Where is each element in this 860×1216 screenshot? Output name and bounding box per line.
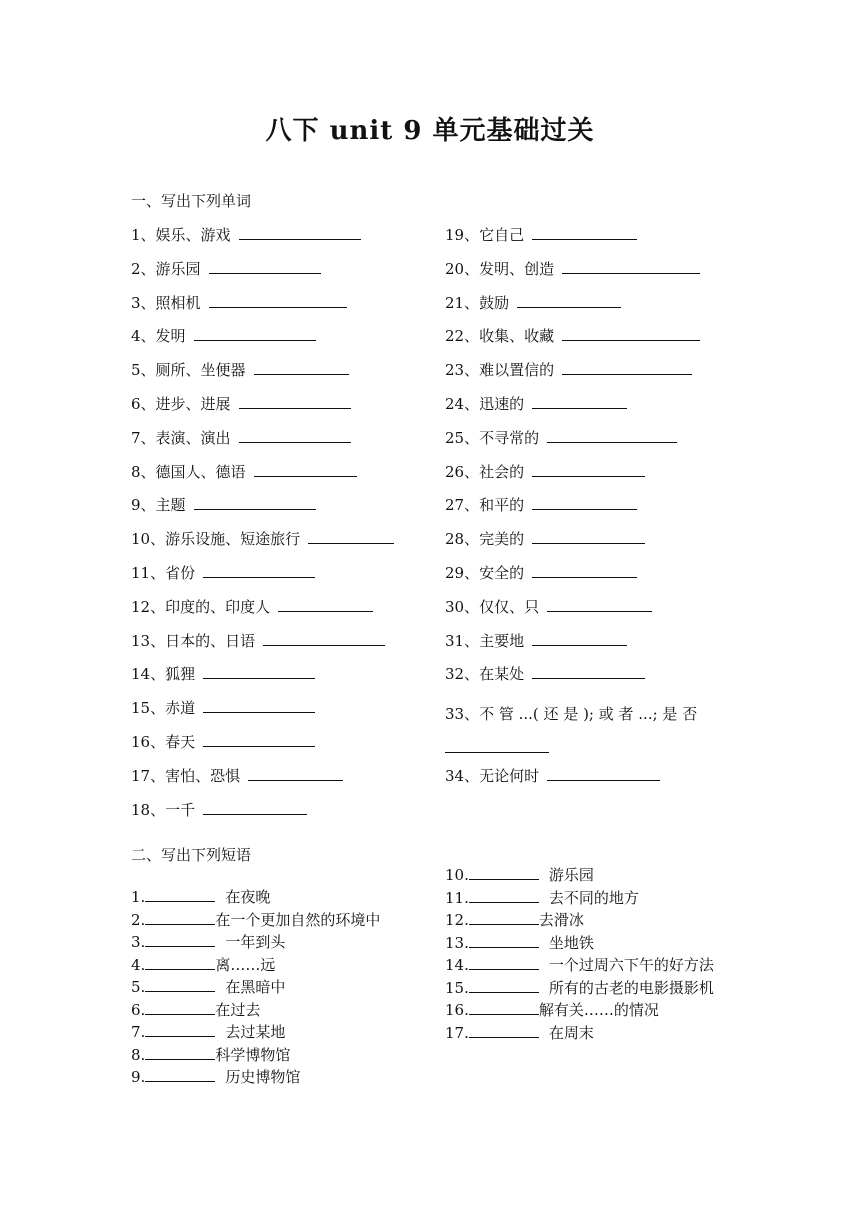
word-item: [131, 258, 394, 292]
phrase-text: 解有关……的情况: [538, 1001, 659, 1019]
word-item: [445, 562, 733, 596]
answer-blank[interactable]: [532, 663, 645, 679]
answer-blank[interactable]: [532, 224, 637, 240]
answer-blank[interactable]: [469, 933, 539, 948]
phrase-number: 9.: [131, 1068, 146, 1086]
phrase-number: 7.: [131, 1023, 146, 1041]
word-item: [445, 630, 733, 664]
answer-blank[interactable]: [209, 292, 347, 308]
word-item: [131, 562, 394, 596]
answer-blank[interactable]: [263, 630, 385, 646]
word-item: [445, 596, 733, 630]
word-label: 3、照相机: [131, 293, 201, 312]
word-label: 23、难以置信的: [445, 361, 555, 380]
word-item: [131, 461, 394, 495]
answer-blank[interactable]: [562, 359, 692, 375]
phrase-item: [131, 931, 380, 954]
answer-blank[interactable]: [469, 1000, 539, 1015]
answer-blank[interactable]: [532, 393, 627, 409]
answer-blank[interactable]: [469, 910, 539, 925]
word-label: 12、印度的、印度人: [131, 597, 271, 616]
word-label: 14、狐狸: [131, 665, 196, 684]
word-label: 30、仅仅、只: [445, 597, 540, 616]
word-label: 19、它自己: [445, 226, 525, 244]
answer-blank[interactable]: [532, 630, 627, 646]
word-label: 4、发明: [131, 327, 186, 346]
word-label: 32、在某处: [445, 665, 525, 684]
phrase-text: 科学博物馆: [215, 1045, 291, 1064]
answer-blank[interactable]: [203, 663, 315, 679]
word-item: [445, 224, 733, 258]
answer-blank[interactable]: [203, 799, 307, 815]
word-label: 18、一千: [131, 800, 196, 819]
answer-blank[interactable]: [308, 528, 394, 544]
answer-blank[interactable]: [248, 765, 343, 781]
word-label: 11、省份: [131, 563, 196, 582]
answer-blank[interactable]: [562, 325, 700, 341]
word-label: 17、害怕、恐惧: [131, 766, 241, 785]
phrase-list-left: [131, 886, 380, 1089]
answer-blank[interactable]: [254, 359, 349, 375]
word-label: 7、表演、演出: [131, 428, 231, 447]
phrase-item: [131, 976, 380, 999]
phrase-text: 历史博物馆: [225, 1068, 301, 1086]
answer-blank[interactable]: [547, 765, 660, 781]
phrase-number: 16.: [445, 1001, 469, 1019]
answer-blank[interactable]: [469, 888, 539, 903]
word-label: 34、无论何时: [445, 766, 540, 785]
word-item: [445, 393, 733, 427]
word-item: [445, 765, 733, 799]
phrase-number: 2.: [131, 910, 146, 929]
phrase-text: 游乐园: [548, 866, 594, 884]
word-item: [445, 663, 733, 697]
phrase-number: 3.: [131, 933, 146, 951]
phrase-text: 坐地铁: [548, 933, 594, 952]
phrase-number: 1.: [131, 888, 146, 906]
phrase-list-right: [445, 864, 735, 1044]
answer-blank[interactable]: [145, 955, 215, 970]
word-item: [445, 258, 733, 292]
word-item: [445, 528, 733, 562]
word-label: 33、不 管 ...( 还 是 ); 或 者 ...; 是 否: [445, 705, 698, 724]
phrase-number: 4.: [131, 955, 146, 974]
word-item: [131, 528, 394, 562]
phrase-item: [445, 887, 735, 910]
word-item: [131, 427, 394, 461]
word-label: 8、德国人、德语: [131, 462, 246, 481]
answer-blank[interactable]: [278, 596, 373, 612]
word-label: 15、赤道: [131, 699, 196, 718]
answer-blank[interactable]: [145, 1067, 215, 1082]
word-item: [131, 765, 394, 799]
word-label: 22、收集、收藏: [445, 327, 555, 346]
phrase-text: 离……远: [215, 955, 276, 974]
phrase-item: [131, 999, 380, 1022]
word-item: [131, 224, 394, 258]
phrase-text: 在过去: [215, 1000, 261, 1019]
answer-blank[interactable]: [203, 731, 315, 747]
word-label: 9、主题: [131, 496, 186, 515]
word-item: [445, 292, 733, 326]
phrase-number: 13.: [445, 933, 469, 952]
word-label: 5、厕所、坐便器: [131, 361, 246, 380]
phrase-item: [445, 1022, 735, 1045]
answer-blank[interactable]: [445, 737, 549, 753]
word-item: [131, 799, 394, 833]
phrase-number: 15.: [445, 978, 469, 997]
answer-blank[interactable]: [194, 494, 316, 510]
word-item: [131, 630, 394, 664]
word-label: 10、游乐设施、短途旅行: [131, 530, 301, 549]
phrase-item: [131, 1021, 380, 1044]
word-item: [131, 596, 394, 630]
phrase-number: 10.: [445, 866, 469, 884]
phrase-number: 8.: [131, 1045, 146, 1064]
phrase-number: 6.: [131, 1000, 146, 1019]
word-item: [445, 325, 733, 359]
word-label: 21、鼓励: [445, 293, 510, 312]
phrase-item: [131, 1044, 380, 1067]
phrase-item: [131, 886, 380, 909]
phrase-number: 12.: [445, 911, 469, 929]
word-item: [445, 494, 733, 528]
answer-blank[interactable]: [145, 977, 215, 992]
phrase-text: 去不同的地方: [548, 888, 639, 907]
answer-blank[interactable]: [532, 562, 637, 578]
phrase-text: 在周末: [548, 1023, 594, 1042]
phrase-text: 去过某地: [225, 1023, 286, 1041]
answer-blank[interactable]: [194, 325, 316, 341]
phrase-item: [445, 999, 735, 1022]
answer-blank[interactable]: [145, 1022, 215, 1037]
word-label: 2、游乐园: [131, 259, 201, 278]
phrase-number: 11.: [445, 888, 469, 907]
word-item: [131, 393, 394, 427]
answer-blank[interactable]: [469, 1023, 539, 1038]
word-label: 1、娱乐、游戏: [131, 226, 231, 244]
word-item: [131, 292, 394, 326]
phrase-text: 在黑暗中: [225, 978, 286, 996]
phrase-text: 一个过周六下午的好方法: [548, 956, 714, 974]
answer-blank[interactable]: [239, 224, 361, 240]
phrase-item: [445, 864, 735, 887]
word-item: [445, 461, 733, 495]
word-label: 27、和平的: [445, 496, 525, 515]
word-item: [445, 359, 733, 393]
answer-blank[interactable]: [532, 461, 645, 477]
word-label: 29、安全的: [445, 563, 525, 582]
word-label: 25、不寻常的: [445, 428, 540, 447]
phrase-text: 所有的古老的电影摄影机: [548, 978, 714, 997]
word-label: 16、春天: [131, 732, 196, 751]
answer-blank[interactable]: [532, 494, 637, 510]
answer-blank[interactable]: [145, 1000, 215, 1015]
answer-blank[interactable]: [532, 528, 645, 544]
answer-blank[interactable]: [145, 1045, 215, 1060]
word-item: [131, 697, 394, 731]
word-item: [445, 697, 733, 765]
answer-blank[interactable]: [469, 955, 539, 970]
phrase-text: 一年到头: [225, 933, 286, 951]
phrase-text: 在一个更加自然的环境中: [215, 910, 381, 929]
word-list-right: [445, 224, 733, 799]
answer-blank[interactable]: [517, 292, 621, 308]
word-label: 28、完美的: [445, 530, 525, 549]
answer-blank[interactable]: [469, 978, 539, 993]
phrase-number: 5.: [131, 978, 146, 996]
word-item: [131, 731, 394, 765]
word-list-left: [131, 224, 394, 832]
answer-blank[interactable]: [239, 427, 351, 443]
word-label: 31、主要地: [445, 631, 525, 650]
word-item: [445, 427, 733, 461]
word-label: 26、社会的: [445, 462, 525, 481]
answer-blank[interactable]: [469, 865, 539, 880]
phrase-number: 17.: [445, 1023, 469, 1042]
word-item: [131, 359, 394, 393]
answer-blank[interactable]: [562, 258, 700, 274]
section-1-heading: 一、写出下列单词: [131, 192, 252, 210]
answer-blank[interactable]: [547, 596, 652, 612]
section-2-heading: 二、写出下列短语: [131, 846, 252, 864]
word-item: [131, 494, 394, 528]
phrase-item: [131, 909, 380, 932]
answer-blank[interactable]: [145, 910, 215, 925]
answer-blank[interactable]: [239, 393, 351, 409]
answer-blank[interactable]: [145, 887, 215, 902]
word-label: 6、进步、进展: [131, 394, 231, 413]
answer-blank[interactable]: [145, 932, 215, 947]
answer-blank[interactable]: [209, 258, 321, 274]
word-item: [131, 663, 394, 697]
phrase-item: [131, 1066, 380, 1089]
word-label: 20、发明、创造: [445, 259, 555, 278]
answer-blank[interactable]: [254, 461, 357, 477]
word-label: 13、日本的、日语: [131, 631, 256, 650]
phrase-item: [445, 977, 735, 1000]
answer-blank[interactable]: [547, 427, 677, 443]
phrase-text: 去滑冰: [538, 911, 584, 929]
page-title: 八下 unit 9 单元基础过关: [265, 116, 595, 146]
answer-blank[interactable]: [203, 562, 315, 578]
phrase-item: [445, 954, 735, 977]
phrase-item: [445, 909, 735, 932]
phrase-number: 14.: [445, 956, 469, 974]
answer-blank[interactable]: [203, 697, 315, 713]
phrase-text: 在夜晚: [225, 888, 271, 906]
word-item: [131, 325, 394, 359]
phrase-item: [131, 954, 380, 977]
phrase-item: [445, 932, 735, 955]
word-label: 24、迅速的: [445, 394, 525, 413]
